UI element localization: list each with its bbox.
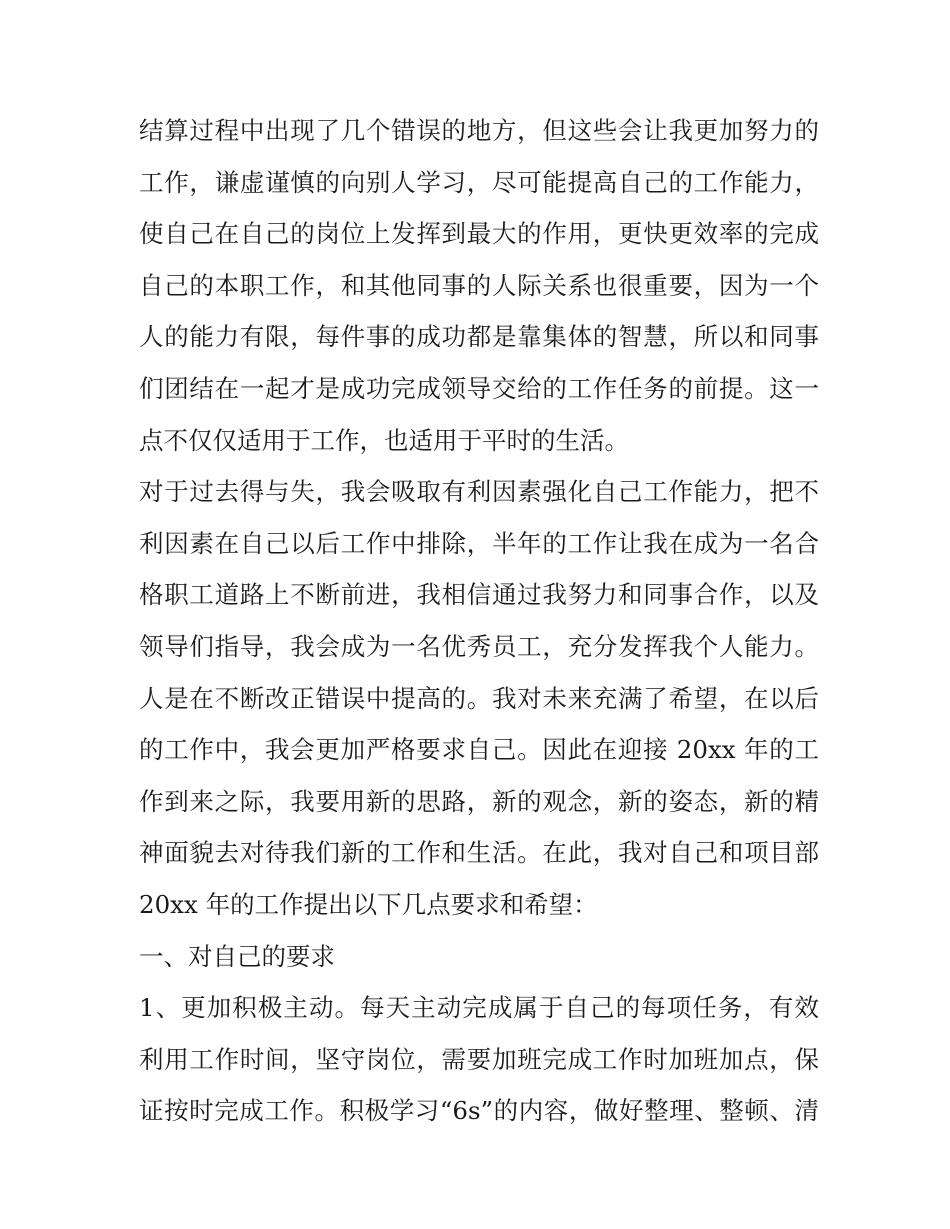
text-line: 领导们指导，我会成为一名优秀员工，充分发挥我个人能力。 (139, 631, 819, 661)
text-line: 对于过去得与失，我会吸取有利因素强化自己工作能力，把不 (139, 477, 819, 507)
text-line: 使自己在自己的岗位上发挥到最大的作用，更快更效率的完成 (139, 219, 819, 249)
text-line: 结算过程中出现了几个错误的地方，但这些会让我更加努力的 (139, 116, 819, 145)
text-line: 1、更加积极主动。每天主动完成属于自己的每项任务，有效 (139, 993, 819, 1023)
text-line: 利用工作时间，坚守岗位，需要加班完成工作时加班加点，保 (139, 1044, 819, 1074)
text-line: 的工作中，我会更加严格要求自己。因此在迎接 20xx 年的工 (139, 735, 819, 765)
text-line: 神面貌去对待我们新的工作和生活。在此，我对自己和项目部 (139, 838, 819, 868)
text-line: 自己的本职工作，和其他同事的人际关系也很重要，因为一个 (139, 270, 819, 300)
text-line: 证按时完成工作。积极学习“6s”的内容，做好整理、整顿、清 (139, 1096, 819, 1126)
text-line: 们团结在一起才是成功完成领导交给的工作任务的前提。这一 (139, 373, 819, 403)
text-line: 人是在不断改正错误中提高的。我对未来充满了希望，在以后 (139, 683, 819, 713)
text-line: 20xx 年的工作提出以下几点要求和希望： (139, 889, 598, 919)
document-body (139, 105, 819, 1137)
text-line: 人的能力有限，每件事的成功都是靠集体的智慧，所以和同事 (139, 322, 819, 352)
text-line: 工作，谦虚谨慎的向别人学习，尽可能提高自己的工作能力， (139, 167, 819, 197)
text-line: 作到来之际，我要用新的思路，新的观念，新的姿态，新的精 (139, 786, 819, 816)
text-line: 点不仅仅适用于工作，也适用于平时的生活。 (139, 425, 629, 455)
text-line: 利因素在自己以后工作中排除，半年的工作让我在成为一名合 (139, 528, 819, 558)
text-line: 格职工道路上不断前进，我相信通过我努力和同事合作，以及 (139, 580, 819, 610)
text-line: 一、对自己的要求 (139, 941, 335, 971)
